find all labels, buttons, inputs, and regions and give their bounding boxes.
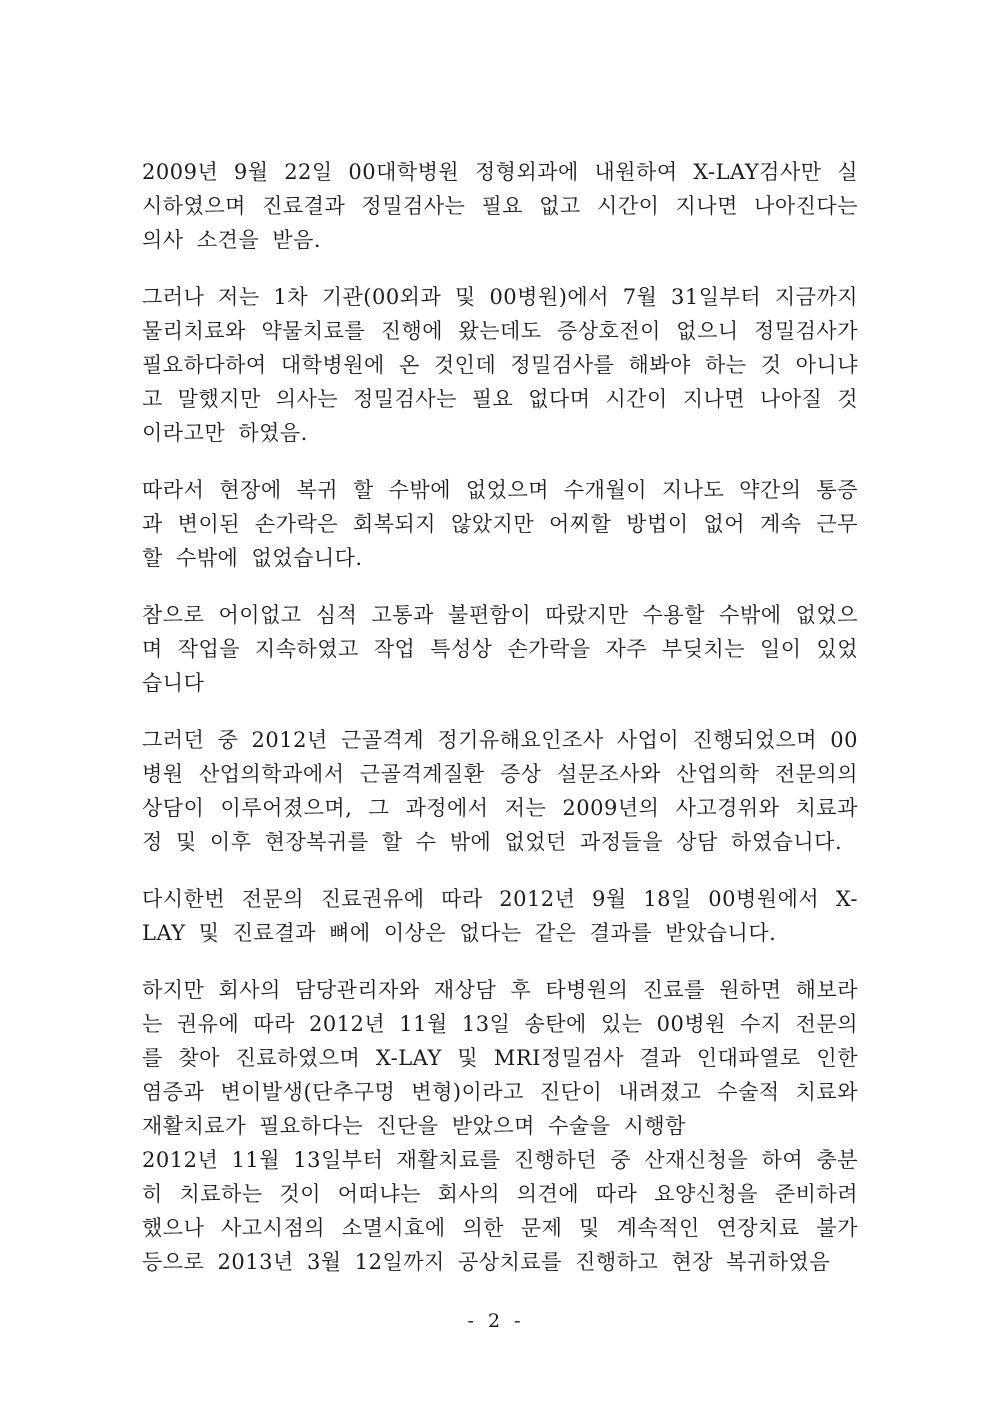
paragraph-2: 그러나 저는 1차 기관(00외과 및 00병원)에서 7월 31일부터 지금까지 물리치료와 약물치료를 진행에 왔는데도 증상호전이 없으니 정밀검사가 필요하다하여 대학병원에 온 것인데 정밀검사를 해봐야 하는 것 아니냐고 말했지만 의사는 정밀검사는 필요 없다며 시간이 지나면 나아질 것이라고만 하였음. [142,285,858,445]
paragraph-8: 2012년 11월 13일부터 재활치료를 진행하던 중 산재신청을 하여 충분히 치료하는 것이 어떠냐는 회사의 의견에 따라 요양신청을 준비하려 했으나 사고시점의 소멸시효에 의한 문제 및 계속적인 연장치료 불가 등으로 2013년 3월 12일까지 공상치료를 진행하고 현장 복귀하였음 [142,1148,858,1274]
paragraph-4: 참으로 어이없고 심적 고통과 불편함이 따랐지만 수용할 수밖에 없었으며 작업을 지속하였고 작업 특성상 손가락을 자주 부딪치는 일이 있었습니다 [142,603,858,695]
page-number: - 2 - [467,1310,525,1332]
paragraph-6: 다시한번 전문의 진료권유에 따라 2012년 9월 18일 00병원에서 X-LAY 및 진료결과 뼈에 이상은 없다는 같은 결과를 받았습니다. [142,887,858,945]
paragraph-5: 그러던 중 2012년 근골격계 정기유해요인조사 사업이 진행되었으며 00병원 산업의학과에서 근골격계질환 증상 설문조사와 산업의학 전문의의 상담이 이루어졌으며, 그 과정에서 저는 2009년의 사고경위와 치료과정 및 이후 현장복귀를 할 수 밖에 없었던 과정들을 상담 하였습니다. [142,728,858,854]
paragraph-1: 2009년 9월 22일 00대학병원 정형외과에 내원하여 X-LAY검사만 실시하였으며 진료결과 정밀검사는 필요 없고 시간이 지나면 나아진다는 의사 소견을 받음. [142,160,858,252]
document-body [142,155,858,1302]
paragraph-3: 따라서 현장에 복귀 할 수밖에 없었으며 수개월이 지나도 약간의 통증과 변이된 손가락은 회복되지 않았지만 어찌할 방법이 없어 계속 근무 할 수밖에 없었습니다. [142,478,858,570]
paragraph-7: 하지만 회사의 담당관리자와 재상담 후 타병원의 진료를 원하면 해보라는 권유에 따라 2012년 11월 13일 송탄에 있는 00병원 수지 전문의를 찾아 진료하였으며 X-LAY 및 MRI정밀검사 결과 인대파열로 인한 염증과 변이발생(단추구멍 변형)이라고 진단이 내려졌고 수술적 치료와 재활치료가 필요하다는 진단을 받았으며 수술을 시행함 [142,978,858,1138]
